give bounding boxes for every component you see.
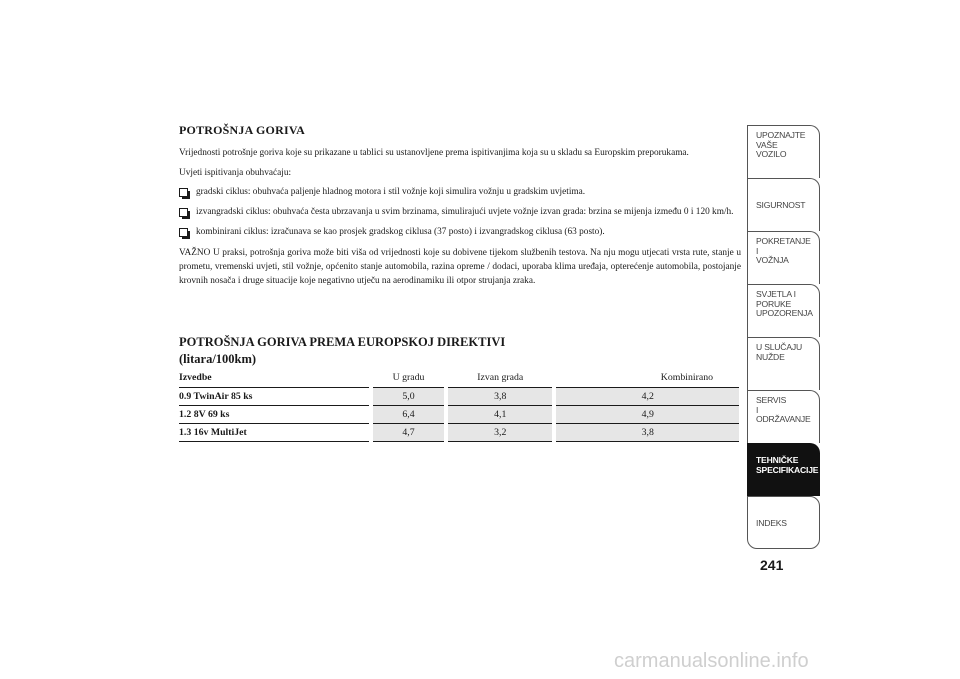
- table-row: 1.3 16v MultiJet 4,7 3,2 3,8: [179, 424, 739, 442]
- section-title: POTROŠNJA GORIVA: [179, 123, 306, 137]
- table-header-row: [179, 370, 739, 388]
- checkbox-bullet-icon: [179, 228, 188, 237]
- table-title: POTROŠNJA GORIVA PREMA EUROPSKOJ DIREKTIVI (litara/100km): [179, 335, 506, 366]
- important-note: VAŽNO U praksi, potrošnja goriva može biti viša od vrijednosti koje su dobivene tijekom službenih testova. Na nju mogu utjecati vrsta rute, stanje u prometu, vremenski uvjeti, stil vožnje, općenito stanje automobila, razina opreme / dodaci, uporaba klima uređaja, opterećenje automobila, postojanje krovnih nosača i druge situacije koje negativno utječu na aerodinamiku ili otpor strujanja zraka.: [179, 248, 741, 286]
- header-combined: Kombinirano: [554, 370, 739, 388]
- conditions-label: Uvjeti ispitivanja obuhvaćaju:: [179, 168, 292, 178]
- tab-indeks[interactable]: INDEKS: [747, 496, 820, 549]
- tab-pokretanje-i-voznja[interactable]: POKRETANJE I VOŽNJA: [747, 231, 820, 284]
- table-row: 1.2 8V 69 ks 6,4 4,1 4,9: [179, 406, 739, 424]
- main-content: [179, 123, 741, 288]
- tab-sigurnost[interactable]: SIGURNOST: [747, 178, 820, 231]
- tab-svjetla-i-poruke[interactable]: SVJETLA I PORUKE UPOZORENJA: [747, 284, 820, 337]
- watermark: carmanualsonline.info: [614, 650, 809, 672]
- list-item: izvangradski ciklus: obuhvaća česta ubrzavanja u svim brzinama, simulirajući uvjete vožnje izvan grada: brzina se mijenja između 0 i 120 km/h.: [179, 206, 741, 219]
- fuel-consumption-table: [179, 370, 739, 442]
- tab-tehnicke-specifikacije[interactable]: TEHNIČKE SPECIFIKACIJE: [747, 443, 820, 496]
- list-item: gradski ciklus: obuhvaća paljenje hladnog motora i stil vožnje koji simulira vožnju u gradskim uvjetima.: [179, 186, 741, 199]
- table-row: 0.9 TwinAir 85 ks 5,0 3,8 4,2: [179, 388, 739, 406]
- checkbox-bullet-icon: [179, 188, 188, 197]
- header-version: Izvedbe: [179, 370, 371, 388]
- tab-upoznajte-vase-vozilo[interactable]: UPOZNAJTE VAŠE VOZILO: [747, 125, 820, 178]
- intro-paragraph: Vrijednosti potrošnje goriva koje su prikazane u tablici su ustanovljene prema ispitivanjima koja su u skladu sa Europskim preporukama.: [179, 148, 689, 158]
- conditions-list: [179, 186, 741, 239]
- header-urban: U gradu: [371, 370, 446, 388]
- tab-servis-i-odrzavanje[interactable]: SERVIS I ODRŽAVANJE: [747, 390, 820, 443]
- page-number: 241: [760, 557, 784, 573]
- checkbox-bullet-icon: [179, 208, 188, 217]
- tab-u-slucaju-nuzde[interactable]: U SLUČAJU NUŽDE: [747, 337, 820, 390]
- chapter-tabs: [747, 125, 820, 549]
- header-extra-urban: Izvan grada: [446, 370, 554, 388]
- list-item: kombinirani ciklus: izračunava se kao prosjek gradskog ciklusa (37 posto) i izvangradskog ciklusa (63 posto).: [179, 226, 741, 239]
